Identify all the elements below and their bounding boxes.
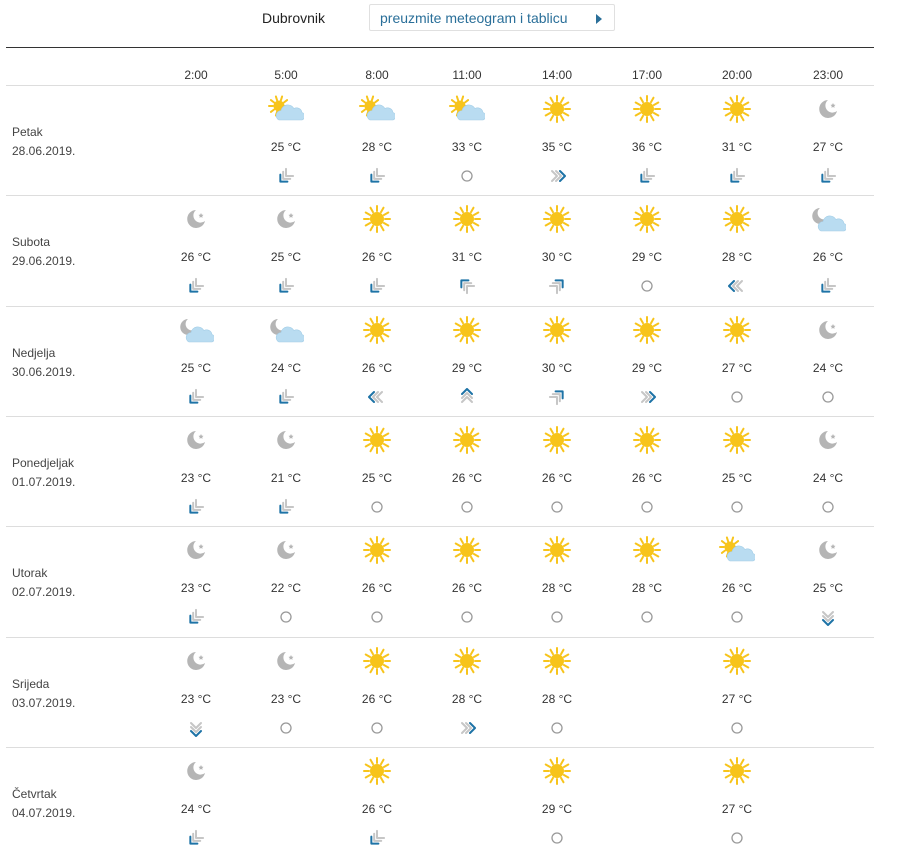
calm-wind-icon (697, 719, 777, 737)
forecast-slot (337, 638, 417, 748)
temperature: 26 °C (180, 250, 212, 264)
moon-icon (156, 425, 236, 455)
wind-direction-icon (788, 167, 868, 185)
wind-direction-icon (607, 388, 687, 406)
moon-icon (788, 535, 868, 565)
sun-icon (697, 94, 777, 124)
calm-wind-icon (337, 498, 417, 516)
calm-wind-icon (427, 167, 507, 185)
wind-direction-icon (246, 167, 326, 185)
forecast-slot (427, 527, 507, 637)
hour-label: 20:00 (721, 68, 753, 82)
calm-wind-icon (246, 608, 326, 626)
forecast-slot (517, 638, 597, 748)
wind-direction-icon (246, 498, 326, 516)
day-date: 28.06.2019. (12, 144, 76, 158)
day-row (6, 526, 874, 637)
day-label (12, 344, 75, 382)
forecast-slot (607, 307, 687, 417)
forecast-slot (517, 417, 597, 527)
temperature: 26 °C (361, 361, 393, 375)
sun-icon (697, 315, 777, 345)
download-meteogram-label: preuzmite meteogram i tablicu (380, 10, 568, 26)
sun-icon (337, 315, 417, 345)
day-date: 30.06.2019. (12, 365, 76, 379)
day-name: Ponedjeljak (12, 456, 75, 470)
day-name: Petak (12, 125, 43, 139)
hour-label: 5:00 (274, 68, 298, 82)
temperature: 23 °C (180, 471, 212, 485)
sun-icon (517, 315, 597, 345)
sun-cloud-icon (697, 535, 777, 565)
forecast-slot (607, 527, 687, 637)
day-row (6, 637, 874, 748)
forecast-slot (337, 417, 417, 527)
wind-direction-icon (427, 277, 507, 295)
moon-icon (156, 535, 236, 565)
forecast-slot (788, 86, 868, 196)
sun-icon (517, 756, 597, 786)
day-date: 03.07.2019. (12, 696, 76, 710)
sun-icon (697, 425, 777, 455)
day-name: Nedjelja (12, 346, 56, 360)
wind-direction-icon (246, 388, 326, 406)
wind-direction-icon (156, 498, 236, 516)
moon-icon (156, 204, 236, 234)
wind-direction-icon (156, 277, 236, 295)
moon-icon (246, 535, 326, 565)
city-name: Dubrovnik (262, 10, 326, 26)
hour-label: 8:00 (365, 68, 389, 82)
calm-wind-icon (337, 608, 417, 626)
sun-icon (607, 315, 687, 345)
temperature: 24 °C (180, 802, 212, 816)
forecast-slot (246, 196, 326, 306)
forecast-slot (697, 417, 777, 527)
temperature: 33 °C (451, 140, 483, 154)
forecast-slot (337, 748, 417, 858)
moon-icon (246, 204, 326, 234)
wind-direction-icon (607, 167, 687, 185)
calm-wind-icon (517, 608, 597, 626)
temperature: 30 °C (541, 250, 573, 264)
forecast-slot (788, 527, 868, 637)
temperature: 23 °C (180, 692, 212, 706)
day-name: Srijeda (12, 677, 50, 691)
sun-icon (427, 535, 507, 565)
temperature: 26 °C (721, 581, 753, 595)
forecast-slot (697, 748, 777, 858)
day-row (6, 747, 874, 858)
sun-cloud-icon (246, 94, 326, 124)
hour-label: 11:00 (452, 68, 482, 82)
forecast-slot (246, 638, 326, 748)
temperature: 26 °C (631, 471, 663, 485)
wind-direction-icon (517, 167, 597, 185)
sun-icon (517, 204, 597, 234)
moon-cloud-icon (156, 315, 236, 345)
temperature: 23 °C (270, 692, 302, 706)
forecast-slot (337, 196, 417, 306)
sun-icon (427, 425, 507, 455)
forecast-slot (156, 748, 236, 858)
wind-direction-icon (517, 277, 597, 295)
forecast-slot (517, 748, 597, 858)
sun-icon (607, 204, 687, 234)
forecast-slot (337, 307, 417, 417)
forecast-slot (788, 307, 868, 417)
temperature: 26 °C (451, 471, 483, 485)
forecast-slot (517, 86, 597, 196)
forecast-slot (427, 417, 507, 527)
temperature: 26 °C (361, 250, 393, 264)
calm-wind-icon (788, 388, 868, 406)
sun-icon (517, 94, 597, 124)
calm-wind-icon (788, 498, 868, 516)
temperature: 35 °C (541, 140, 573, 154)
wind-direction-icon (156, 608, 236, 626)
moon-icon (246, 646, 326, 676)
day-date: 01.07.2019. (12, 475, 76, 489)
temperature: 26 °C (451, 581, 483, 595)
forecast-slot (697, 638, 777, 748)
sun-cloud-icon (337, 94, 417, 124)
wind-direction-icon (337, 277, 417, 295)
moon-icon (156, 756, 236, 786)
temperature: 36 °C (631, 140, 663, 154)
sun-icon (517, 535, 597, 565)
calm-wind-icon (517, 829, 597, 847)
day-label (12, 785, 75, 823)
temperature: 25 °C (270, 250, 302, 264)
temperature: 27 °C (812, 140, 844, 154)
caret-right-icon (596, 14, 602, 24)
temperature: 24 °C (270, 361, 302, 375)
day-label (12, 675, 75, 713)
hour-label: 14:00 (541, 68, 573, 82)
header (0, 0, 909, 40)
temperature: 28 °C (361, 140, 393, 154)
wind-direction-icon (788, 608, 868, 626)
forecast-slot (427, 307, 507, 417)
sun-icon (337, 204, 417, 234)
temperature: 21 °C (270, 471, 302, 485)
temperature: 29 °C (631, 250, 663, 264)
moon-icon (788, 315, 868, 345)
sun-icon (427, 646, 507, 676)
temperature: 26 °C (812, 250, 844, 264)
sun-icon (517, 425, 597, 455)
calm-wind-icon (607, 608, 687, 626)
sun-icon (337, 535, 417, 565)
calm-wind-icon (607, 498, 687, 516)
sun-icon (337, 756, 417, 786)
temperature: 29 °C (451, 361, 483, 375)
forecast-slot (337, 527, 417, 637)
temperature: 29 °C (631, 361, 663, 375)
sun-icon (427, 315, 507, 345)
wind-direction-icon (697, 167, 777, 185)
temperature: 24 °C (812, 471, 844, 485)
forecast-slot (156, 417, 236, 527)
moon-icon (788, 94, 868, 124)
forecast-slot (156, 638, 236, 748)
calm-wind-icon (337, 719, 417, 737)
forecast-slot (607, 86, 687, 196)
forecast-slot (517, 196, 597, 306)
temperature: 26 °C (541, 471, 573, 485)
forecast-slot (697, 307, 777, 417)
temperature: 28 °C (631, 581, 663, 595)
temperature: 22 °C (270, 581, 302, 595)
sun-cloud-icon (427, 94, 507, 124)
wind-direction-icon (156, 388, 236, 406)
day-name: Četvrtak (12, 787, 57, 801)
calm-wind-icon (427, 608, 507, 626)
forecast-slot (246, 86, 326, 196)
moon-icon (246, 425, 326, 455)
forecast-slot (788, 417, 868, 527)
wind-direction-icon (156, 719, 236, 737)
moon-cloud-icon (246, 315, 326, 345)
forecast-slot (697, 527, 777, 637)
wind-direction-icon (246, 277, 326, 295)
download-meteogram-button[interactable] (369, 4, 615, 31)
calm-wind-icon (697, 498, 777, 516)
temperature: 29 °C (541, 802, 573, 816)
day-name: Utorak (12, 566, 48, 580)
temperature: 28 °C (541, 692, 573, 706)
sun-icon (697, 756, 777, 786)
sun-icon (517, 646, 597, 676)
wind-direction-icon (427, 388, 507, 406)
sun-icon (337, 646, 417, 676)
temperature: 23 °C (180, 581, 212, 595)
sun-icon (337, 425, 417, 455)
calm-wind-icon (517, 498, 597, 516)
forecast-slot (607, 196, 687, 306)
calm-wind-icon (246, 719, 326, 737)
day-date: 02.07.2019. (12, 585, 76, 599)
sun-icon (607, 425, 687, 455)
day-row (6, 416, 874, 527)
wind-direction-icon (517, 388, 597, 406)
temperature: 28 °C (541, 581, 573, 595)
temperature: 25 °C (270, 140, 302, 154)
forecast-slot (607, 417, 687, 527)
temperature: 26 °C (361, 581, 393, 595)
forecast-slot (156, 196, 236, 306)
temperature: 28 °C (721, 250, 753, 264)
temperature: 27 °C (721, 692, 753, 706)
wind-direction-icon (697, 277, 777, 295)
forecast-slot (427, 638, 507, 748)
forecast-slot (156, 307, 236, 417)
forecast-slot (697, 196, 777, 306)
forecast-slot (337, 86, 417, 196)
day-date: 04.07.2019. (12, 806, 76, 820)
moon-cloud-icon (788, 204, 868, 234)
sun-icon (697, 646, 777, 676)
calm-wind-icon (697, 829, 777, 847)
hour-label: 17:00 (631, 68, 663, 82)
sun-icon (427, 204, 507, 234)
wind-direction-icon (337, 388, 417, 406)
hours-header (0, 68, 909, 86)
calm-wind-icon (697, 388, 777, 406)
forecast-slot (788, 196, 868, 306)
sun-icon (697, 204, 777, 234)
forecast-slot (697, 86, 777, 196)
temperature: 25 °C (180, 361, 212, 375)
day-row (6, 195, 874, 306)
forecast-slot (427, 196, 507, 306)
wind-direction-icon (788, 277, 868, 295)
day-date: 29.06.2019. (12, 254, 76, 268)
moon-icon (156, 646, 236, 676)
temperature: 30 °C (541, 361, 573, 375)
calm-wind-icon (427, 498, 507, 516)
temperature: 31 °C (721, 140, 753, 154)
temperature: 28 °C (451, 692, 483, 706)
temperature: 25 °C (721, 471, 753, 485)
calm-wind-icon (517, 719, 597, 737)
forecast-slot (517, 307, 597, 417)
temperature: 26 °C (361, 692, 393, 706)
temperature: 25 °C (361, 471, 393, 485)
forecast-slot (246, 527, 326, 637)
wind-direction-icon (337, 829, 417, 847)
divider (6, 47, 874, 48)
day-row (6, 306, 874, 417)
wind-direction-icon (427, 719, 507, 737)
calm-wind-icon (607, 277, 687, 295)
day-label (12, 454, 75, 492)
temperature: 27 °C (721, 361, 753, 375)
forecast-slot (246, 417, 326, 527)
temperature: 25 °C (812, 581, 844, 595)
hour-label: 2:00 (184, 68, 208, 82)
day-row (6, 85, 874, 196)
calm-wind-icon (697, 608, 777, 626)
sun-icon (607, 535, 687, 565)
temperature: 31 °C (451, 250, 483, 264)
day-label (12, 564, 75, 602)
day-name: Subota (12, 235, 51, 249)
sun-icon (607, 94, 687, 124)
temperature: 27 °C (721, 802, 753, 816)
moon-icon (788, 425, 868, 455)
day-label (12, 233, 75, 271)
temperature: 26 °C (361, 802, 393, 816)
forecast-slot (246, 307, 326, 417)
wind-direction-icon (156, 829, 236, 847)
forecast-slot (156, 527, 236, 637)
forecast-slot (517, 527, 597, 637)
hour-label: 23:00 (812, 68, 844, 82)
temperature: 24 °C (812, 361, 844, 375)
wind-direction-icon (337, 167, 417, 185)
day-label (12, 123, 75, 161)
forecast-slot (427, 86, 507, 196)
